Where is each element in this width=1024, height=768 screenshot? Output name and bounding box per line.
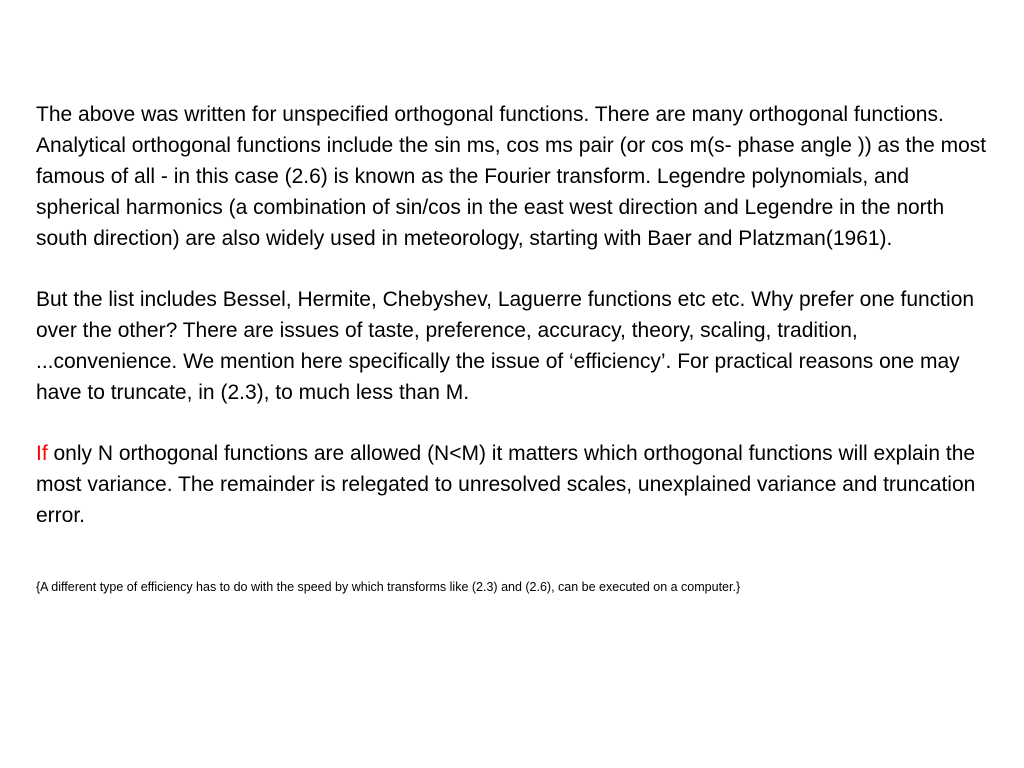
slide-body-text <box>36 99 998 531</box>
paragraph-function-choice <box>36 284 998 408</box>
footnote: {A different type of efficiency has to do with the speed by which transforms like (2.3) and (2.6), can be executed on a computer.} <box>36 580 741 594</box>
paragraph-orthogonal-functions <box>36 99 998 254</box>
paragraph-truncation <box>36 438 998 531</box>
highlighted-word: If <box>36 442 48 465</box>
paragraph-text: The above was written for unspecified orthogonal functions. There are many orthogonal functions. Analytical orthogonal functions include the sin ms, cos ms pair (or cos m(s- phase angle )) as the most famous of all - in this case (2.6) is known as the Fourier transform. Legendre polynomials, and spherical harmonics (a combination of sin/cos in the east west direction and Legendre in the north south direction) are also widely used in meteorology, starting with Baer and Platzman(1961). <box>36 103 987 250</box>
paragraph-text: only N orthogonal functions are allowed (N<M) it matters which orthogonal functions will explain the most variance. The remainder is relegated to unresolved scales, unexplained variance and truncation error. <box>36 442 976 527</box>
paragraph-text: But the list includes Bessel, Hermite, Chebyshev, Laguerre functions etc etc. Why prefer one function over the other? There are issues of taste, preference, accuracy, theory, scaling, tradition, ...convenience. We mention here specifically the issue of ‘efficiency’. For practical reasons one may have to truncate, in (2.3), to much less than M. <box>36 288 975 404</box>
